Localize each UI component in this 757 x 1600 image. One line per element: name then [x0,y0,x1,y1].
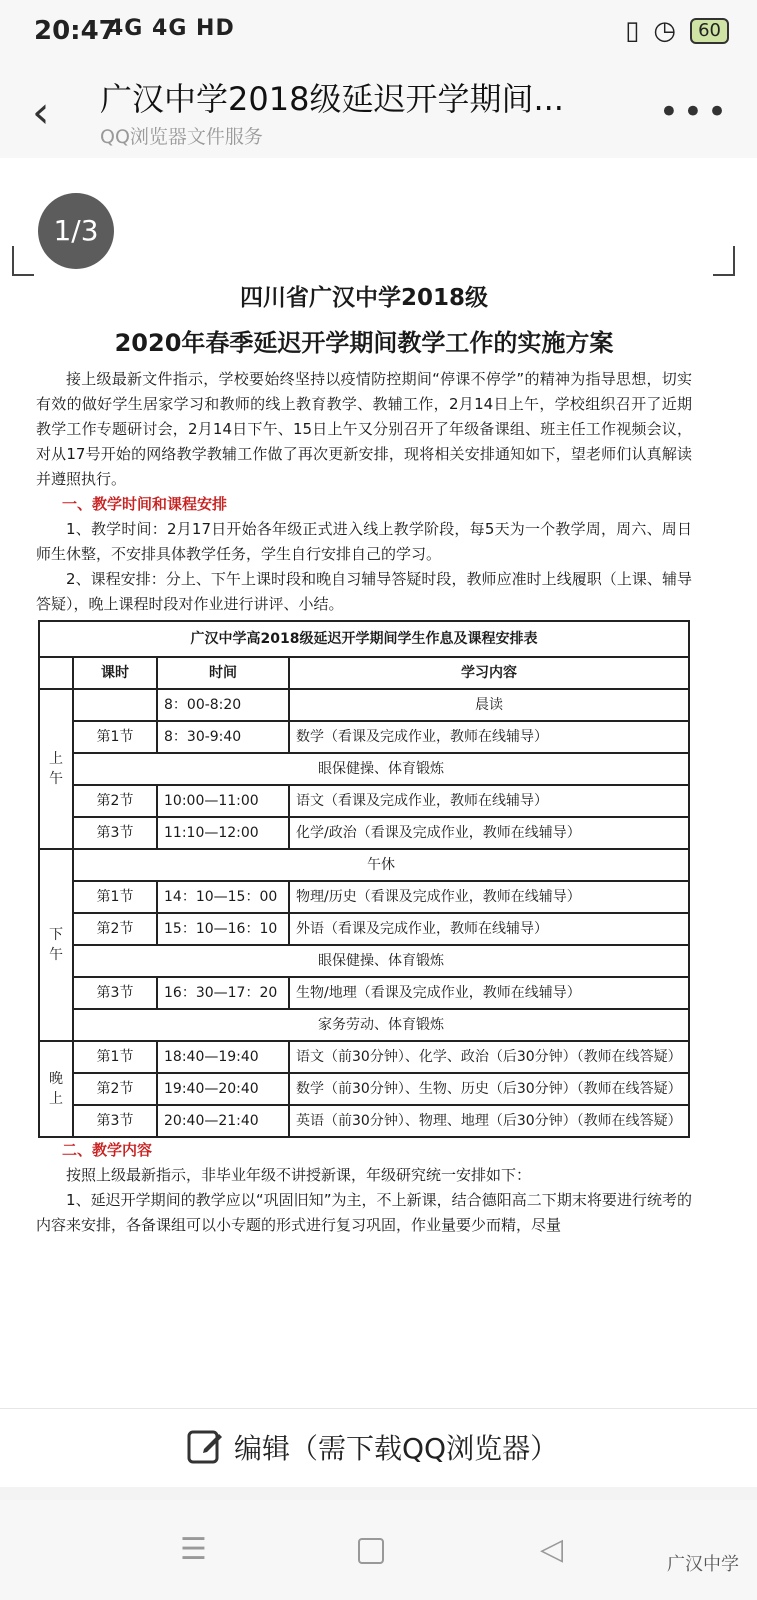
nav-bar [0,1500,757,1600]
content-cell: 外语（看课及完成作业，教师在线辅导） [289,913,689,945]
table-row [39,849,689,881]
session-cell: 第3节 [73,1105,157,1137]
time-cell: 18:40—19:40 [157,1041,289,1073]
period-label-eve: 晚上 [39,1041,73,1137]
content-cell: 语文（看课及完成作业，教师在线辅导） [289,785,689,817]
back-icon[interactable]: ‹ [32,87,50,138]
table-header-row [39,657,689,689]
status-time: 20:47 [34,16,117,46]
break-cell: 午休 [73,849,689,881]
content-cell: 语文（前30分钟）、化学、政治（后30分钟）（教师在线答疑） [289,1041,689,1073]
period-label-am: 上午 [39,689,73,849]
content-cell: 物理/历史（看课及完成作业，教师在线辅导） [289,881,689,913]
time-cell: 8：30-9:40 [157,721,289,753]
menu-icon[interactable]: ☰ [180,1532,207,1567]
edit-bar[interactable] [0,1408,757,1487]
edit-label[interactable]: 编辑（需下载QQ浏览器） [234,1432,559,1465]
alarm-icon: ◷ [653,16,677,46]
edit-icon[interactable] [186,1427,224,1465]
break-cell: 家务劳动、体育锻炼 [73,1009,689,1041]
table-row [39,1041,689,1073]
content-cell: 晨读 [289,689,689,721]
doc-paragraph: 1、教学时间：2月17日开始各年级正式进入线上教学阶段，每5天为一个教学周，周六、周日师生休整，不安排具体教学任务，学生自行安排自己的学习。 [36,520,692,563]
time-cell: 16：30—17：20 [157,977,289,1009]
table-row [39,881,689,913]
content-cell: 英语（前30分钟）、物理、地理（后30分钟）（教师在线答疑） [289,1105,689,1137]
session-cell: 第2节 [73,913,157,945]
session-cell [73,689,157,721]
session-cell: 第1节 [73,721,157,753]
doc-title-2: 2020年春季延迟开学期间教学工作的实施方案 [114,329,614,357]
document-title: 广汉中学2018级延迟开学期间... [100,80,564,118]
more-options-icon[interactable]: ••• [658,92,731,132]
table-header: 时间 [157,657,289,689]
period-label-pm: 下午 [39,849,73,1041]
page-corner-right [713,246,735,276]
schedule-table [38,620,690,1138]
time-cell: 14：10—15：00 [157,881,289,913]
signal-indicators: 4G 4G HD [108,16,235,41]
doc-paragraph: 接上级最新文件指示，学校要始终坚持以疫情防控期间“停课不停学”的精神为指导思想，切实有效的做好学生居家学习和教师的线上教育教学、教辅工作，2月14日上午，学校组织召开了近期教学工作专题研讨会，2月14日下午、15日上午又分别召开了年级备课组、班主任工作视频会议，对从17号开始的网络教学教辅工作做了再次更新安排，现将相关安排通知如下，望老师们认真解读并遵照执行。 [36,370,692,488]
content-cell: 数学（前30分钟）、生物、历史（后30分钟）（教师在线答疑） [289,1073,689,1105]
app-bar [0,62,757,159]
session-cell: 第2节 [73,785,157,817]
document-subtitle: QQ浏览器文件服务 [100,126,263,148]
table-row [39,1073,689,1105]
home-icon[interactable] [358,1538,384,1564]
table-row [39,977,689,1009]
page-indicator: 1/3 [38,193,114,269]
time-cell: 10:00—11:00 [157,785,289,817]
status-bar [0,0,757,62]
table-row [39,753,689,785]
table-title: 广汉中学高2018级延迟开学期间学生作息及课程安排表 [39,621,689,657]
status-right [625,16,729,46]
table-row [39,785,689,817]
session-cell: 第3节 [73,817,157,849]
time-cell: 19:40—20:40 [157,1073,289,1105]
break-cell: 眼保健操、体育锻炼 [73,945,689,977]
nav-back-icon[interactable]: ◁ [540,1532,564,1567]
doc-title-1: 四川省广汉中学2018级 [239,285,488,311]
table-header: 课时 [73,657,157,689]
table-row [39,1105,689,1137]
section-heading: 一、教学时间和课程安排 [62,495,228,513]
watermark: 广汉中学 [667,1554,739,1575]
content-cell: 数学（看课及完成作业，教师在线辅导） [289,721,689,753]
session-cell: 第1节 [73,1041,157,1073]
section-heading: 二、教学内容 [62,1141,153,1159]
table-row [39,721,689,753]
doc-paragraph: 2、课程安排：分上、下午上课时段和晚自习辅导答疑时段，教师应准时上线履职（上课、辅导答疑），晚上课程时段对作业进行讲评、小结。 [36,570,692,613]
table-row [39,913,689,945]
time-cell: 11:10—12:00 [157,817,289,849]
table-header: 学习内容 [289,657,689,689]
table-header-blank [39,657,73,689]
document-viewer[interactable] [0,158,757,1408]
session-cell: 第2节 [73,1073,157,1105]
content-cell: 化学/政治（看课及完成作业，教师在线辅导） [289,817,689,849]
battery-icon: 60 [690,18,729,44]
document-page [36,283,692,1238]
table-row [39,1009,689,1041]
table-row [39,817,689,849]
break-cell: 眼保健操、体育锻炼 [73,753,689,785]
session-cell: 第1节 [73,881,157,913]
table-row [39,945,689,977]
session-cell: 第3节 [73,977,157,1009]
table-row [39,689,689,721]
content-cell: 生物/地理（看课及完成作业，教师在线辅导） [289,977,689,1009]
doc-paragraph: 1、延迟开学期间的教学应以“巩固旧知”为主，不上新课，结合德阳高二下期末将要进行统考的内容来安排，各备课组可以小专题的形式进行复习巩固，作业量要少而精，尽量 [36,1191,692,1234]
vibrate-icon: ▯ [625,16,640,46]
time-cell: 8：00-8:20 [157,689,289,721]
time-cell: 15：10—16：10 [157,913,289,945]
doc-paragraph: 按照上级最新指示，非毕业年级不讲授新课，年级研究统一安排如下： [66,1166,532,1184]
page-corner-left [12,246,34,276]
time-cell: 20:40—21:40 [157,1105,289,1137]
